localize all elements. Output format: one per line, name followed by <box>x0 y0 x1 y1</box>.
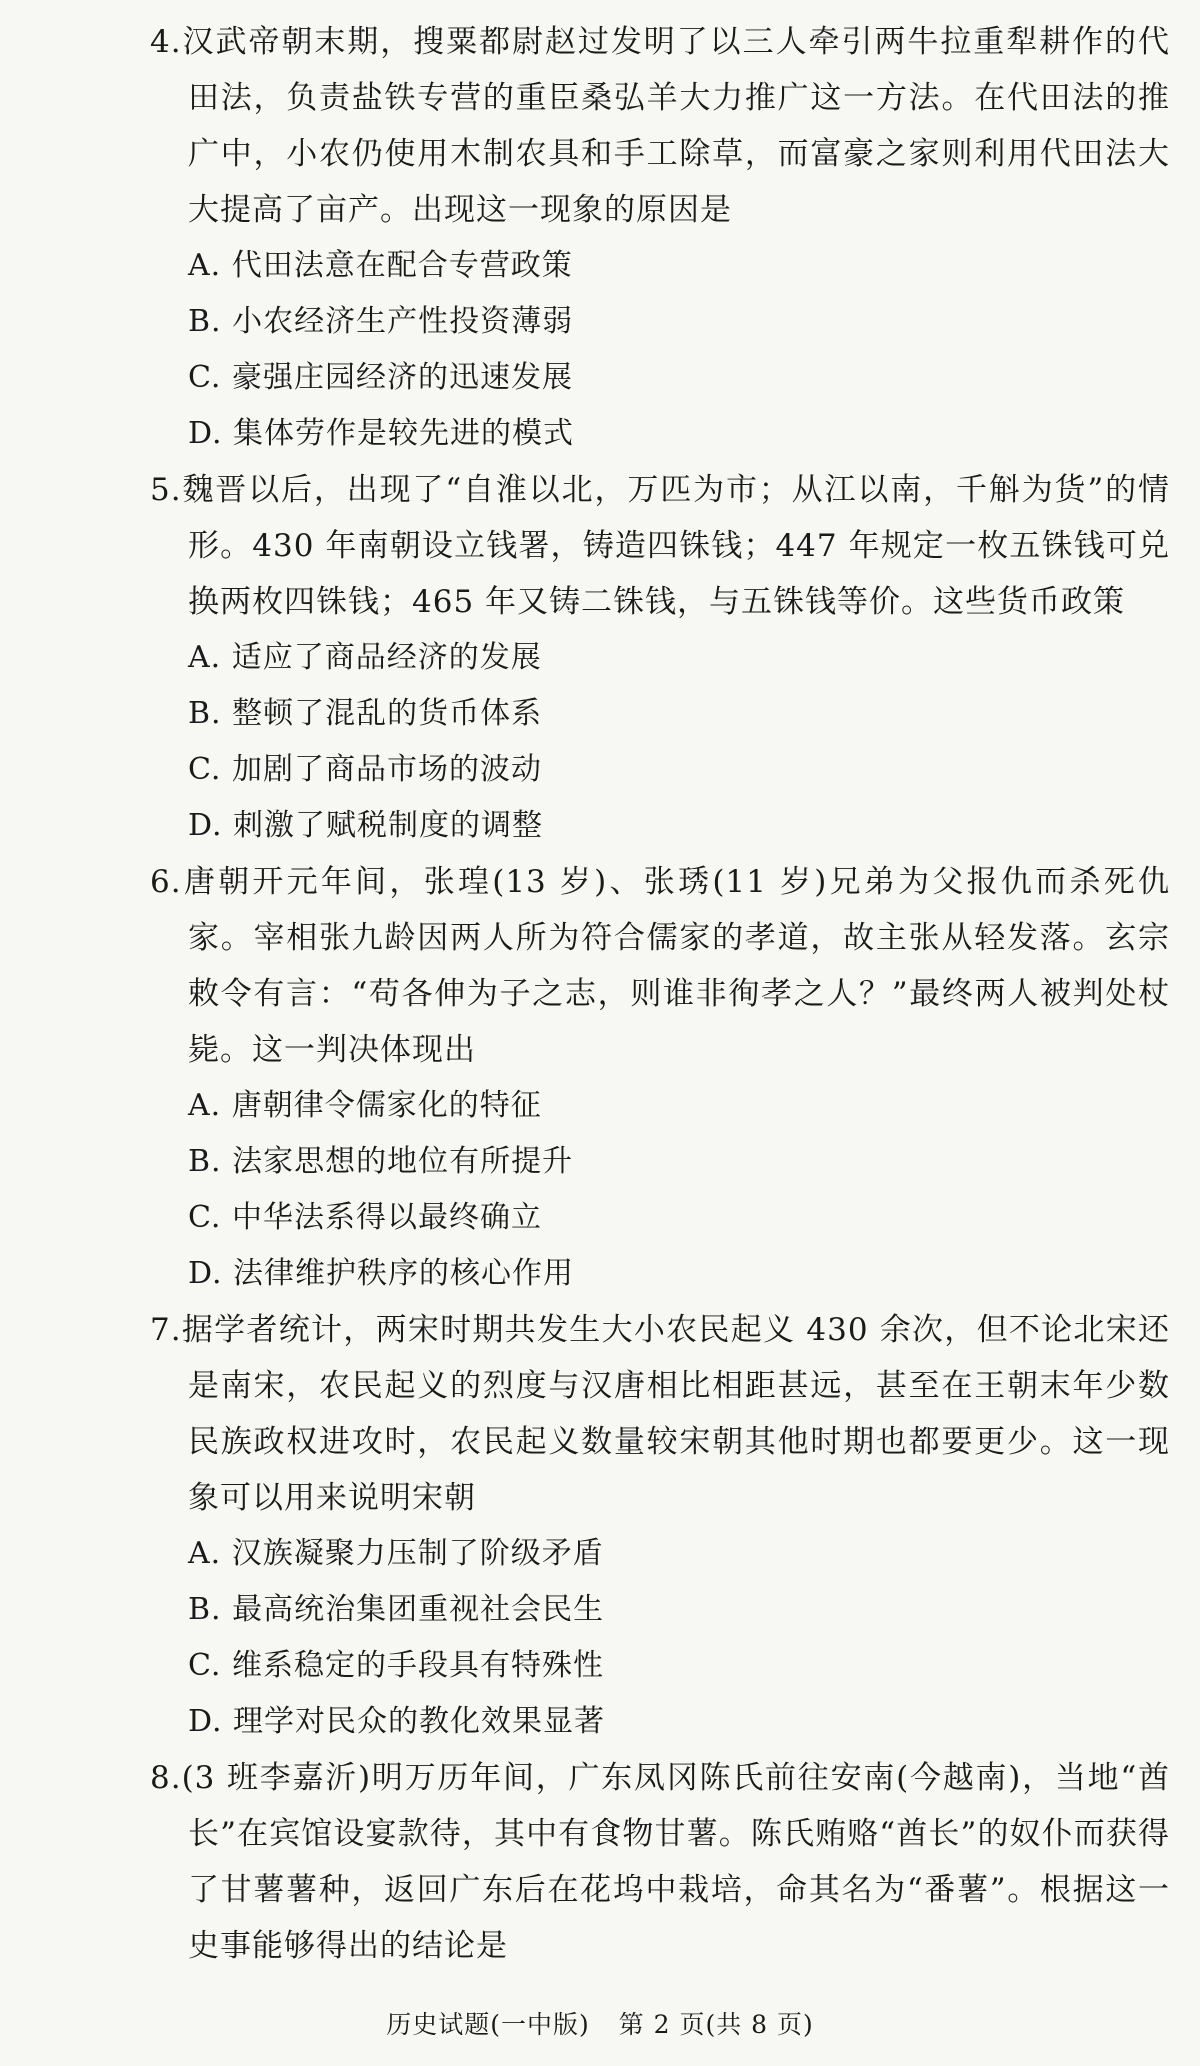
question-text: 唐朝开元年间，张瑝(13 岁)、张琇(11 岁)兄弟为父报仇而杀死仇家。宰相张九龄因两人所为符合儒家的孝道，故主张从轻发落。玄宗敕令有言：“苟各伸为子之志，则谁非徇孝之人？”最终两人被判处杖毙。这一判决体现出 <box>181 864 1170 1068</box>
question-8 <box>150 1750 1170 1974</box>
question-7 <box>150 1302 1170 1750</box>
option-c: C. 中华法系得以最终确立 <box>188 1200 542 1235</box>
option-b: B. 法家思想的地位有所提升 <box>188 1144 574 1179</box>
question-number: 6. <box>150 864 182 900</box>
option-list <box>150 630 1170 854</box>
option-a: A. 唐朝律令儒家化的特征 <box>188 1088 542 1123</box>
exam-page <box>150 14 1170 1974</box>
option-b: B. 最高统治集团重视社会民生 <box>188 1592 605 1627</box>
option-d: D. 法律维护秩序的核心作用 <box>188 1256 575 1291</box>
question-6 <box>150 854 1170 1302</box>
option-list <box>150 1526 1170 1750</box>
option-c: C. 维系稳定的手段具有特殊性 <box>188 1648 604 1683</box>
option-a: A. 汉族凝聚力压制了阶级矛盾 <box>188 1536 604 1571</box>
question-stem <box>150 854 1170 1078</box>
option-a: A. 代田法意在配合专营政策 <box>188 248 573 283</box>
question-number: 5. <box>150 472 182 508</box>
question-stem <box>150 14 1170 238</box>
option-d: D. 集体劳作是较先进的模式 <box>188 416 575 451</box>
option-a: A. 适应了商品经济的发展 <box>188 640 542 675</box>
question-4 <box>150 14 1170 462</box>
question-5 <box>150 462 1170 854</box>
option-c: C. 加剧了商品市场的波动 <box>188 752 542 787</box>
question-stem <box>150 462 1170 630</box>
option-d: D. 理学对民众的教化效果显著 <box>188 1704 606 1739</box>
question-number: 4. <box>150 24 182 60</box>
footer-page-number: 第 2 页(共 8 页) <box>618 2010 814 2039</box>
option-b: B. 整顿了混乱的货币体系 <box>188 696 543 731</box>
option-b: B. 小农经济生产性投资薄弱 <box>188 304 574 339</box>
question-text: 据学者统计，两宋时期共发生大小农民起义 430 余次，但不论北宋还是南宋，农民起义的烈度与汉唐相比相距甚远，甚至在王朝末年少数民族政权进攻时，农民起义数量较宋朝其他时期也都要更少。这一现象可以用来说明宋朝 <box>181 1312 1170 1516</box>
question-list <box>150 14 1170 1974</box>
question-stem <box>150 1302 1170 1526</box>
option-c: C. 豪强庄园经济的迅速发展 <box>188 360 573 395</box>
question-text: 魏晋以后，出现了“自淮以北，万匹为市；从江以南，千斛为货”的情形。430 年南朝设立钱署，铸造四铢钱；447 年规定一枚五铢钱可兑换两枚四铢钱；465 年又铸二铢钱，与五铢钱等价。这些货币政策 <box>181 472 1170 620</box>
question-number: 8. <box>150 1760 182 1796</box>
option-list <box>150 238 1170 462</box>
question-stem <box>150 1750 1170 1974</box>
option-d: D. 刺激了赋税制度的调整 <box>188 808 544 843</box>
question-text: 汉武帝朝末期，搜粟都尉赵过发明了以三人牵引两牛拉重犁耕作的代田法，负责盐铁专营的重臣桑弘羊大力推广这一方法。在代田法的推广中，小农仍使用木制农具和手工除草，而富豪之家则利用代田法大大提高了亩产。出现这一现象的原因是 <box>181 24 1170 228</box>
option-list <box>150 1078 1170 1302</box>
footer-subject: 历史试题(一中版) <box>386 2010 590 2039</box>
page-footer <box>0 2008 1200 2042</box>
question-number: 7. <box>150 1312 182 1348</box>
question-text: (3 班李嘉沂)明万历年间，广东凤冈陈氏前往安南(今越南)，当地“酋长”在宾馆设宴款待，其中有食物甘薯。陈氏贿赂“酋长”的奴仆而获得了甘薯薯种，返回广东后在花坞中栽培，命其名为“番薯”。根据这一史事能够得出的结论是 <box>181 1760 1170 1964</box>
